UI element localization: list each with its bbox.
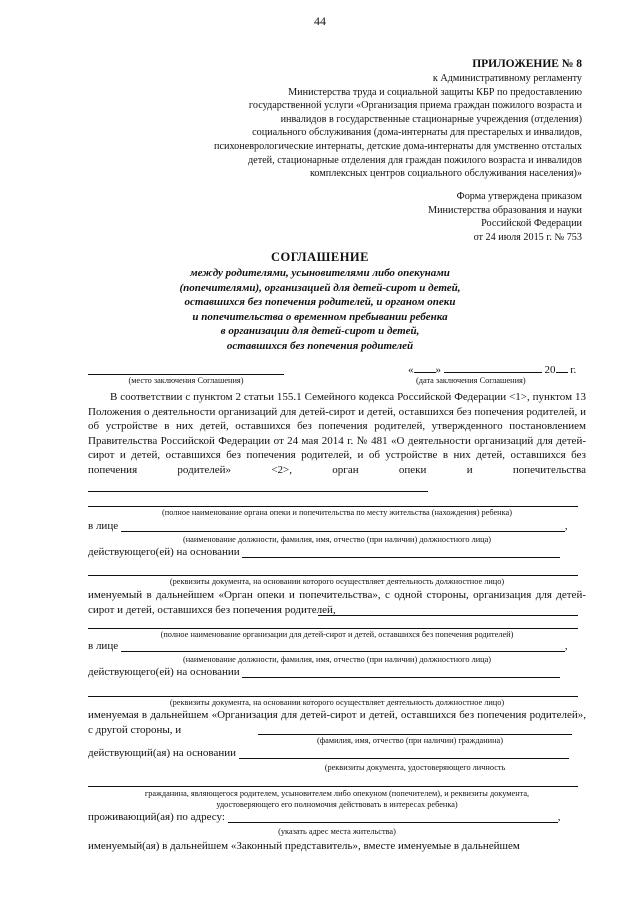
in-person-label: в лице <box>88 520 119 532</box>
in-person-field-2[interactable] <box>121 640 565 652</box>
intro-paragraph <box>88 390 586 492</box>
appendix-line: государственной услуги «Организация приема граждан пожилого возраста и <box>248 100 582 112</box>
citizen-caption: (фамилия, имя, отчество (при наличии) гражданина) <box>317 736 503 745</box>
appendix-line: Министерства труда и социальной защиты КБР по предоставлению <box>288 86 582 98</box>
acting-basis-row-3 <box>88 747 586 759</box>
guardianship-field-line[interactable] <box>88 506 578 507</box>
acting-basis-field-line[interactable] <box>88 575 578 576</box>
named-guardianship-span: именуемый в дальнейшем «Орган опеки и попечительства», с одной стороны, организация для детей-сирот и детей, оставшихся без попечения родителей, <box>88 589 586 616</box>
org-caption: (полное наименование организации для детей-сирот и детей, оставшихся без попечения родителей) <box>160 630 514 639</box>
acting-basis-row-2 <box>88 666 586 678</box>
date-field <box>408 362 576 376</box>
address-caption: (указать адрес места жительства) <box>278 827 396 836</box>
subtitle-line: оставшихся без попечения родителей <box>226 339 414 352</box>
acting-basis-field-2[interactable] <box>242 666 560 678</box>
acting-basis-field[interactable] <box>242 546 560 558</box>
document-subtitle <box>120 266 520 353</box>
appendix-line: психоневрологические интернаты, детские дома-интернаты для умственно отсталых <box>214 140 582 152</box>
position-caption-2: (наименование должности, фамилия, имя, отчество (при наличии) должностного лица) <box>182 655 492 664</box>
guardianship-caption: (полное наименование органа опеки и попечительства по месту жительства (нахождения) ребенка) <box>162 508 512 517</box>
acting-basis-row <box>88 546 586 558</box>
date-year-field[interactable] <box>556 362 568 373</box>
approval-note <box>322 190 582 244</box>
residing-label: проживающий(ая) по адресу: <box>88 811 225 823</box>
residing-row: проживающий(ая) по адресу: , <box>88 811 561 823</box>
doc-caption-2: (реквизиты документа, на основании которого осуществляет деятельность должностное лицо) <box>169 698 505 707</box>
id-doc-field[interactable] <box>239 747 569 759</box>
date-open-quote: « <box>408 364 414 376</box>
guardianship-field[interactable] <box>88 480 428 492</box>
appendix-line: детей, стационарные отделения для граждан пожилого возраста и инвалидов <box>247 154 582 166</box>
date-month-field[interactable] <box>444 362 542 373</box>
acting-basis-label-3: действующий(ая) на основании <box>88 747 237 759</box>
intro-text: В соответствии с пунктом 2 статьи 155.1 Семейного кодекса Российской Федерации <1>, пунктом 13 Положения о деятельности организаций для детей-сирот и детей, оставшихся без попечения родителей, и об устройстве в них детей, оставшихся без попечения родителей, утвержденного постановлением Правительства Российской Федерации от 24 мая 2014 г. № 481 «О деятельности организаций для детей-сирот и детей, оставшихся без попечения родителей, и об устройстве в них детей, оставшихся без попечения родителей» <2>, орган опеки и попечительства <box>88 391 586 476</box>
place-field[interactable] <box>88 374 284 375</box>
approval-line: от 24 июля 2015 г. № 753 <box>473 231 582 243</box>
in-person-label-2: в лице <box>88 640 119 652</box>
subtitle-line: в организации для детей-сирот и детей, <box>220 325 420 337</box>
date-year-suffix: г. <box>570 364 577 376</box>
subtitle-line: оставшихся без попечения родителей, и органом опеки <box>184 296 456 308</box>
approval-line: Форма утверждена приказом <box>456 191 582 202</box>
named-guardianship-text <box>88 588 586 617</box>
appendix-line: инвалидов в государственные стационарные учреждения (отделения) <box>280 113 582 125</box>
document-title: СОГЛАШЕНИЕ <box>270 250 369 264</box>
org-field-inline[interactable] <box>318 615 578 616</box>
org-field-line[interactable] <box>88 628 578 629</box>
subtitle-line: между родителями, усыновителями либо опекунами <box>190 267 450 279</box>
subtitle-line: (попечителями), организацией для детей-сирот и детей, <box>179 281 461 294</box>
named-rep-span: именуемый(ая) в дальнейшем «Законный представитель», вместе именуемые в дальнейшем <box>88 840 520 852</box>
appendix-line: комплексных центров социального обслуживания населения)» <box>310 168 582 180</box>
subtitle-line: и попечительства о временном пребывании ребенка <box>192 310 448 323</box>
acting-basis-field-line-2[interactable] <box>88 696 578 697</box>
appendix-line: социального обслуживания (дома-интернаты для престарелых и инвалидов, <box>252 127 582 139</box>
date-year-prefix: 20 <box>544 364 556 376</box>
citizen-detail-caption-2: удостоверяющего его полномочия действовать в интересах ребенка) <box>216 800 458 809</box>
position-caption: (наименование должности, фамилия, имя, отчество (при наличии) должностного лица) <box>182 535 492 544</box>
appendix-line: к Административному регламенту <box>432 73 582 84</box>
in-person-field[interactable] <box>121 520 565 532</box>
appendix-header <box>202 72 582 181</box>
citizen-detail-field[interactable] <box>88 786 578 787</box>
date-caption: (дата заключения Соглашения) <box>416 376 526 385</box>
date-close-quote: » <box>435 364 441 376</box>
page-number: 44 <box>314 14 326 28</box>
approval-line: Министерства образования и науки <box>428 204 582 216</box>
in-person-row-2: в лице , <box>88 640 568 652</box>
named-org-text <box>88 708 586 737</box>
in-person-row: в лице , <box>88 520 568 532</box>
date-day-field[interactable] <box>414 362 436 373</box>
id-doc-caption: (реквизиты документа, удостоверяющего личность <box>324 763 506 772</box>
residing-field[interactable] <box>228 811 558 823</box>
approval-line: Российской Федерации <box>481 218 582 230</box>
acting-basis-label: действующего(ей) на основании <box>88 546 240 558</box>
appendix-title: ПРИЛОЖЕНИЕ № 8 <box>472 58 582 70</box>
named-rep-text <box>88 839 586 854</box>
doc-caption: (реквизиты документа, на основании которого осуществляет деятельность должностное лицо) <box>169 577 505 586</box>
citizen-field[interactable] <box>258 734 572 735</box>
place-caption: (место заключения Соглашения) <box>128 376 244 385</box>
citizen-detail-caption-1: гражданина, являющегося родителем, усыновителем либо опекуном (попечителем), и реквизиты документа, <box>144 789 530 798</box>
named-org-span: именуемая в дальнейшем «Организация для детей-сирот и детей, оставшихся без попечения родителей», с другой стороны, и <box>88 709 586 736</box>
acting-basis-label-2: действующего(ей) на основании <box>88 666 240 678</box>
